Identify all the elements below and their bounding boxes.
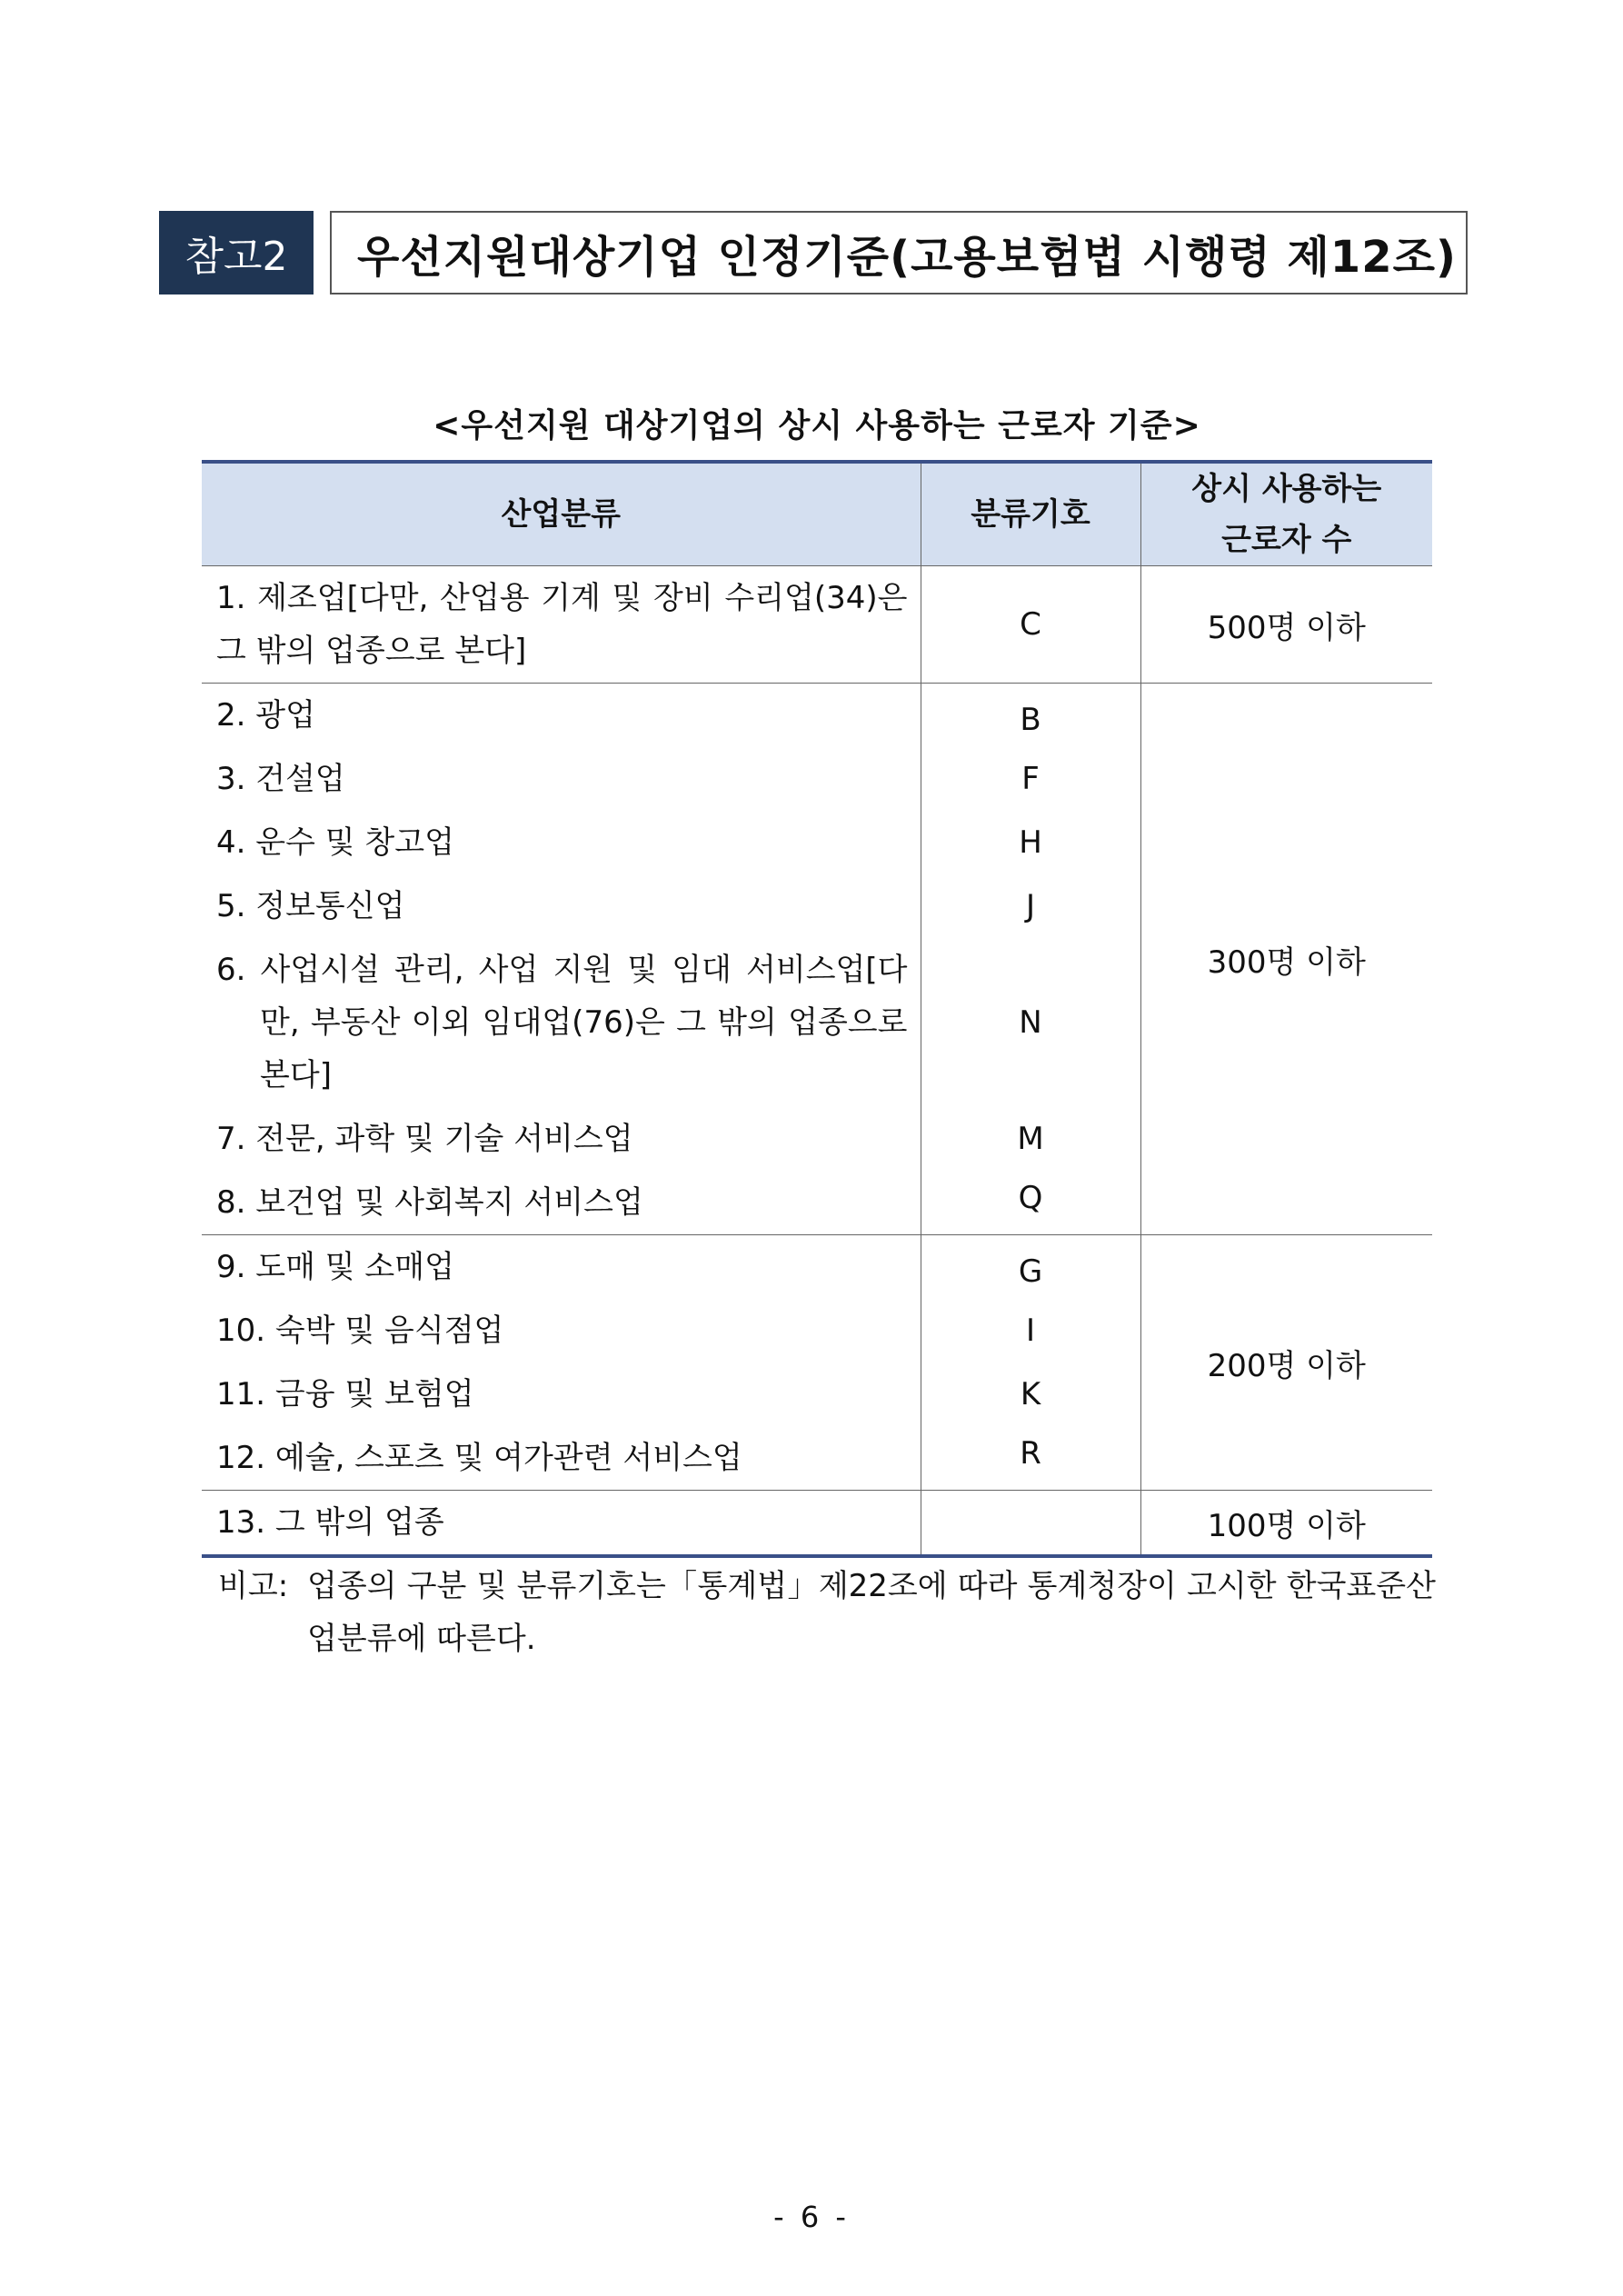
industry-cell: 10. 숙박 및 음식점업: [202, 1299, 921, 1363]
code-cell: [921, 1491, 1140, 1557]
worker-count-cell: 200명 이하: [1140, 1235, 1432, 1491]
page-number: - 6 -: [773, 2200, 850, 2234]
header-code: 분류기호: [921, 462, 1140, 566]
industry-cell: 8. 보건업 및 사회복지 서비스업: [202, 1171, 921, 1235]
industry-cell: 6. 사업시설 관리, 사업 지원 및 임대 서비스업[다만, 부동산 이외 임대업(76)은 그 밖의 업종으로 본다]: [202, 938, 921, 1107]
code-cell: J: [921, 874, 1140, 938]
industry-cell: 5. 정보통신업: [202, 874, 921, 938]
industry-cell: 2. 광업: [202, 684, 921, 748]
code-cell: K: [921, 1363, 1140, 1426]
table-row: [202, 566, 1432, 684]
code-cell: R: [921, 1426, 1140, 1491]
code-cell: C: [921, 566, 1140, 684]
code-cell: Q: [921, 1171, 1140, 1235]
section-header: [159, 211, 1468, 294]
worker-count-cell: 300명 이하: [1140, 684, 1432, 1235]
header-workers-line1: 상시 사용하는: [1191, 471, 1382, 507]
table-row: [202, 684, 1432, 748]
industry-cell: 4. 운수 및 창고업: [202, 811, 921, 874]
worker-count-cell: 100명 이하: [1140, 1491, 1432, 1557]
table-caption: <우선지원 대상기업의 상시 사용하는 근로자 기준>: [433, 407, 1201, 444]
industry-cell: 13. 그 밖의 업종: [202, 1491, 921, 1557]
header-workers: [1140, 462, 1432, 566]
code-cell: N: [921, 938, 1140, 1107]
section-title: 우선지원대상기업 인정기준(고용보험법 시행령 제12조): [330, 211, 1468, 294]
code-cell: H: [921, 811, 1140, 874]
note-text: 업종의 구분 및 분류기호는「통계법」제22조에 따라 통계청장이 고시한 한국표준산업분류에 따른다.: [307, 1568, 1436, 1657]
table-note: [218, 1560, 1436, 1665]
note-label: 비고:: [218, 1568, 289, 1604]
table-row: [202, 1235, 1432, 1300]
criteria-table: [202, 460, 1432, 1558]
industry-cell: 9. 도매 및 소매업: [202, 1235, 921, 1300]
table-header-row: [202, 462, 1432, 566]
header-workers-line2: 근로자 수: [1221, 522, 1352, 558]
industry-cell: 11. 금융 및 보험업: [202, 1363, 921, 1426]
table-row: [202, 1491, 1432, 1557]
code-cell: B: [921, 684, 1140, 748]
reference-badge: 참고2: [159, 211, 314, 294]
industry-cell: 7. 전문, 과학 및 기술 서비스업: [202, 1107, 921, 1171]
code-cell: F: [921, 747, 1140, 811]
code-cell: I: [921, 1299, 1140, 1363]
industry-cell: 3. 건설업: [202, 747, 921, 811]
industry-cell: 12. 예술, 스포츠 및 여가관련 서비스업: [202, 1426, 921, 1491]
industry-cell: 1. 제조업[다만, 산업용 기계 및 장비 수리업(34)은 그 밖의 업종으로 본다]: [202, 566, 921, 684]
header-industry: 산업분류: [202, 462, 921, 566]
worker-count-cell: 500명 이하: [1140, 566, 1432, 684]
code-cell: G: [921, 1235, 1140, 1300]
code-cell: M: [921, 1107, 1140, 1171]
